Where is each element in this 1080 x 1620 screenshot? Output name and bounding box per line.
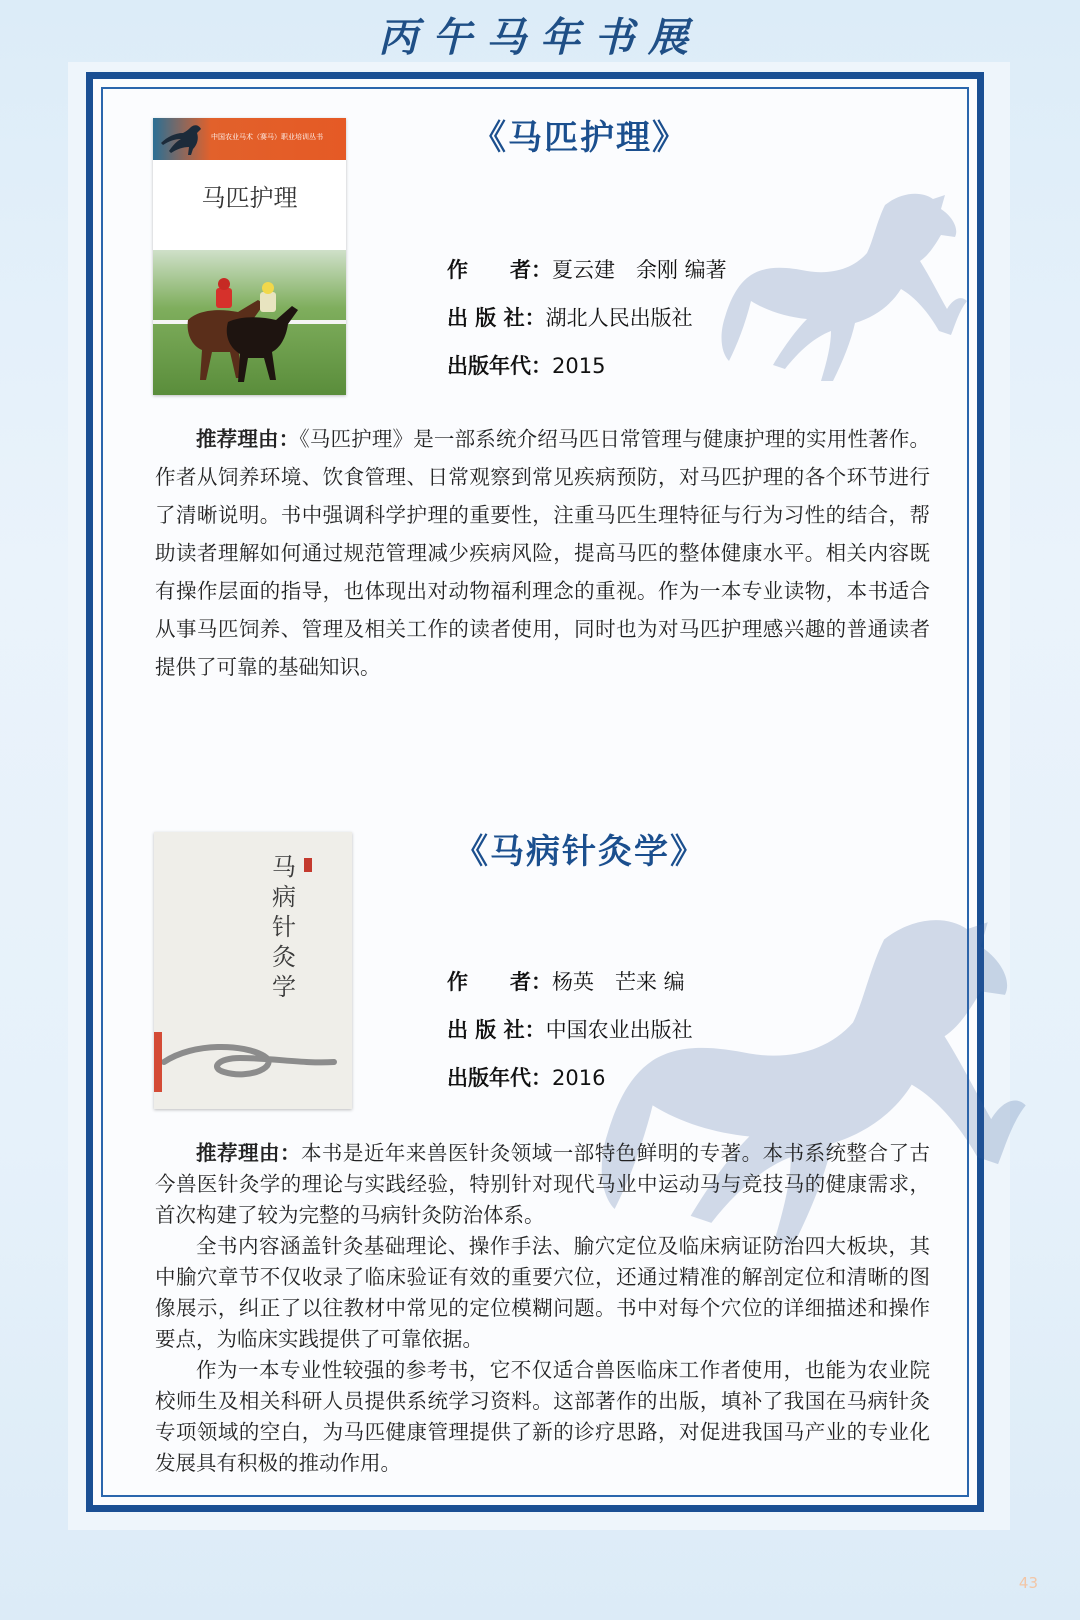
cover-title-text: 马病针灸学 — [272, 853, 296, 1001]
author-value: 夏云建 余刚 编著 — [552, 258, 727, 282]
body-paragraph: 作为一本专业性较强的参考书，它不仅适合兽医临床工作者使用，也能为农业院校师生及相关科研人员提供系统学习资料。这部著作的出版，填补了我国在马病针灸专项领域的空白，为马匹健康管理提供了新的诊疗思路，对促进我国马产业的专业化发展具有积极的推动作用。 — [155, 1358, 930, 1475]
book-cover-image — [154, 832, 352, 1109]
year-value: 2015 — [552, 354, 606, 378]
racing-horses-icon — [168, 260, 318, 385]
publisher-value: 湖北人民出版社 — [545, 306, 693, 330]
cover-title-text: 马匹护理 — [201, 184, 298, 212]
cover-left-strip — [154, 1032, 162, 1092]
recommendation-text: 《马匹护理》是一部系统介绍马匹日常管理与健康护理的实用性著作。作者从饲养环境、饮食管理、日常观察到常见疾病预防，对马匹护理的各个环节进行了清晰说明。书中强调科学护理的重要性，注重马匹生理特征与行为习性的结合，帮助读者理解如何通过规范管理减少疾病风险，提高马匹的整体健康水平。相关内容既有操作层面的指导，也体现出对动物福利理念的重视。作为一本专业读物，本书适合从事马匹饲养、管理及相关工作的读者使用，同时也为对马匹护理感兴趣的普通读者提供了可靠的基础知识。 — [155, 427, 931, 679]
recommendation-label: 推荐理由： — [196, 1141, 301, 1165]
book-title: 《马匹护理》 — [472, 118, 688, 158]
book-title: 《马病针灸学》 — [454, 832, 706, 872]
body-paragraph: 全书内容涵盖针灸基础理论、操作手法、腧穴定位及临床病证防治四大板块，其中腧穴章节不仅收录了临床验证有效的重要穴位，还通过精准的解剖定位和清晰的图像展示，纠正了以往教材中常见的定位模糊问题。书中对每个穴位的详细描述和操作要点，为临床实践提供了可靠依据。 — [155, 1234, 930, 1351]
author-label: 作 者： — [447, 258, 552, 282]
publisher-value: 中国农业出版社 — [545, 1018, 693, 1042]
brush-stroke-icon — [154, 1022, 352, 1092]
year-label: 出版年代： — [447, 354, 552, 378]
author-row — [447, 966, 685, 996]
year-value: 2016 — [552, 1066, 606, 1090]
publisher-row — [447, 1014, 693, 1044]
recommendation-paragraph — [155, 1138, 930, 1231]
author-row — [447, 254, 727, 284]
page-header-title: 丙午马年书展 — [378, 14, 702, 61]
cover-series-text: 中国农业马术（赛马）职业培训丛书 — [211, 133, 323, 141]
year-row — [447, 350, 605, 380]
recommendation-paragraph — [155, 420, 930, 686]
horse-watermark-icon — [715, 185, 975, 405]
publisher-label: 出 版 社： — [447, 1018, 546, 1042]
book-cover-image — [153, 118, 346, 395]
year-row — [447, 1062, 605, 1092]
publisher-row — [447, 302, 693, 332]
author-value: 杨英 芒来 编 — [552, 970, 685, 994]
publisher-label: 出 版 社： — [447, 306, 546, 330]
year-label: 出版年代： — [447, 1066, 552, 1090]
author-label: 作 者： — [447, 970, 552, 994]
page-number: 43 — [1018, 1574, 1038, 1592]
recommendation-text: 本书是近年来兽医针灸领域一部特色鲜明的专著。本书系统整合了古今兽医针灸学的理论与实践经验，特别针对现代马业中运动马与竞技马的健康需求，首次构建了较为完整的马病针灸防治体系。 — [155, 1141, 931, 1227]
recommendation-label: 推荐理由： — [196, 427, 300, 451]
cover-photo — [153, 250, 346, 395]
